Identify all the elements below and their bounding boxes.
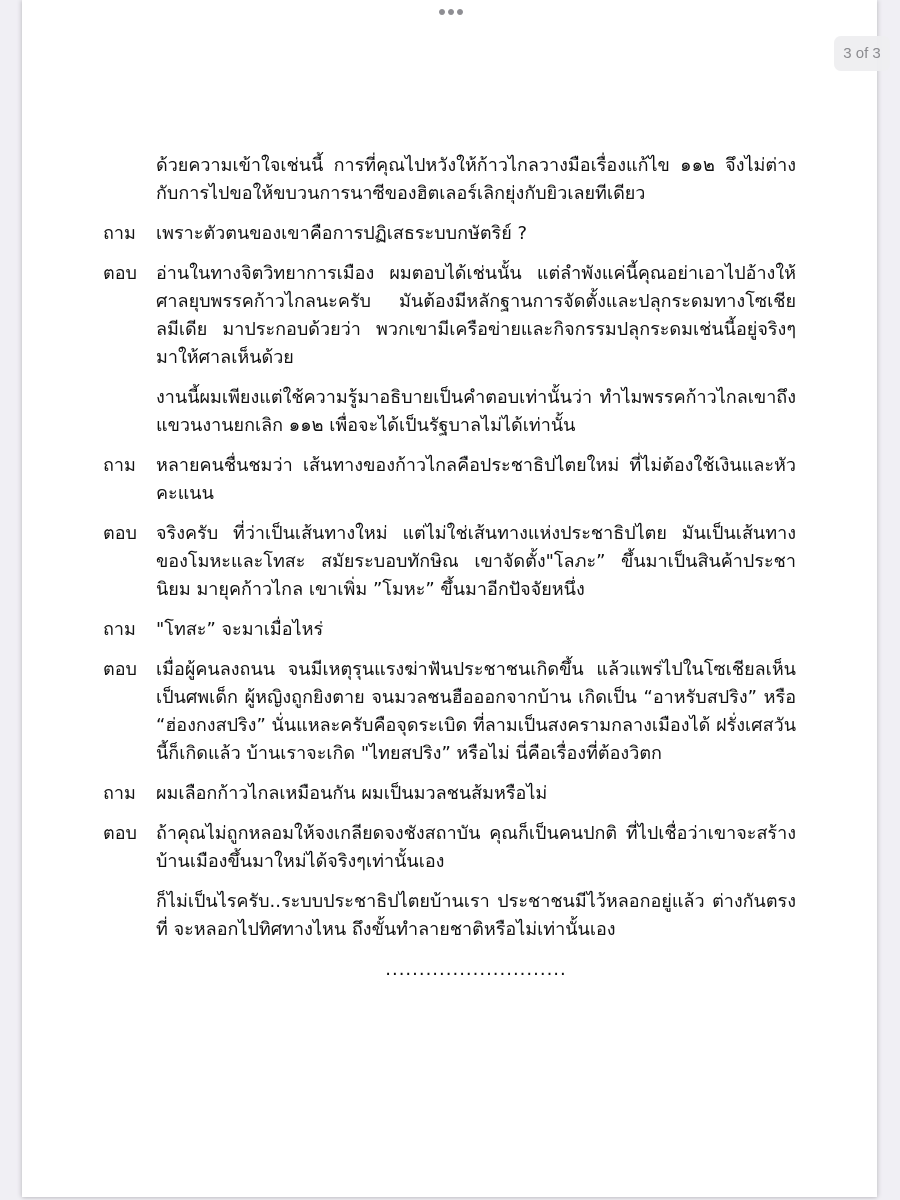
question-text: หลายคนชื่นชมว่า เส้นทางของก้าวไกลคือประชาธิปไตยใหม่ ที่ไม่ต้องใช้เงินและหัวคะแนน [156, 455, 796, 504]
answer-text: อ่านในทางจิตวิทยาการเมือง ผมตอบได้เช่นนั้น แต่ลำพังแค่นี้คุณอย่าเอาไปอ้างให้ศาลยุบพรรคก้าวไกลนะครับ มันต้องมีหลักฐานการจัดตั้งและปลุกระดมทางโซเชียลมีเดีย มาประกอบด้วยว่า พวกเขามีเครือข่ายและกิจกรรมปลุกระดมเช่นนี้อยู่จริงๆ มาให้ศาลเห็นด้วย [156, 263, 796, 368]
document-content [103, 152, 796, 984]
more-options-icon[interactable] [436, 7, 466, 17]
question-text: เพราะตัวตนของเขาคือการปฏิเสธระบบกษัตริย์ ? [156, 223, 528, 244]
question-text: "โทสะ” จะมาเมื่อไหร่ [156, 619, 324, 640]
paragraph-text: ด้วยความเข้าใจเช่นนี้ การที่คุณไปหวังให้ก้าวไกลวางมือเรื่องแก้ไข ๑๑๒ จึงไม่ต่างกับการไปขอให้ขบวนการนาซีของฮิตเลอร์เลิกยุ่งกับยิวเลยทีเดียว [156, 155, 796, 204]
answer-text: จริงครับ ที่ว่าเป็นเส้นทางใหม่ แต่ไม่ใช่เส้นทางแห่งประชาธิปไตย มันเป็นเส้นทางของโมหะและโทสะ สมัยระบอบทักษิณ เขาจัดตั้ง"โลภะ” ขึ้นมาเป็นสินค้าประชานิยม มายุคก้าวไกล เขาเพิ่ม ”โมหะ” ขึ้นมาอีกปัจจัยหนึ่ง [156, 523, 796, 600]
answer-text: เมื่อผู้คนลงถนน จนมีเหตุรุนแรงฆ่าฟันประชาชนเกิดขึ้น แล้วแพร่ไปในโซเชียลเห็นเป็นศพเด็ก ผู้หญิงถูกยิงตาย จนมวลชนฮือออกจากบ้าน เกิดเป็น “อาหรับสปริง” หรือ “ฮ่องกงสปริง” นั่นแหละครับคือจุดระเบิด ที่ลามเป็นสงครามกลางเมืองได้ ฝรั่งเศสวันนี้ก็เกิดแล้ว บ้านเราจะเกิด "ไทยสปริง” หรือไม่ นี่คือเรื่องที่ต้องวิตก [156, 659, 796, 764]
speaker-label: ตอบ [103, 823, 137, 844]
speaker-label [103, 384, 156, 440]
answer-block [103, 260, 796, 372]
answer-block [103, 656, 796, 768]
question-block [103, 452, 796, 508]
speaker-label: ตอบ [103, 523, 137, 544]
paragraph [103, 888, 796, 944]
answer-block [103, 520, 796, 604]
speaker-label: ตอบ [103, 659, 137, 680]
paragraph [103, 152, 796, 208]
question-block [103, 220, 796, 248]
dot [448, 9, 454, 15]
dot [439, 9, 445, 15]
answer-block [103, 820, 796, 876]
paragraph-text: ก็ไม่เป็นไรครับ..ระบบประชาธิปไตยบ้านเรา ประชาชนมีไว้หลอกอยู่แล้ว ต่างกันตรงที่ จะหลอกไปทิศทางไหน ถึงขั้นทำลายชาติหรือไม่เท่านั้นเอง [156, 891, 796, 940]
speaker-label: ถาม [103, 223, 136, 244]
question-text: ผมเลือกก้าวไกลเหมือนกัน ผมเป็นมวลชนส้มหรือไม่ [156, 783, 548, 804]
speaker-label: ตอบ [103, 263, 137, 284]
question-block [103, 616, 796, 644]
end-marker: ........................... [385, 959, 567, 980]
page-indicator: 3 of 3 [834, 36, 890, 71]
dot [457, 9, 463, 15]
question-block [103, 780, 796, 808]
speaker-label: ถาม [103, 619, 136, 640]
paragraph [103, 384, 796, 440]
speaker-label: ถาม [103, 455, 136, 476]
answer-text: ถ้าคุณไม่ถูกหลอมให้จงเกลียดจงชังสถาบัน คุณก็เป็นคนปกติ ที่ไปเชื่อว่าเขาจะสร้างบ้านเมืองขึ้นมาใหม่ได้จริงๆเท่านั้นเอง [156, 823, 796, 872]
speaker-label [103, 888, 156, 944]
paragraph-text: งานนี้ผมเพียงแต่ใช้ความรู้มาอธิบายเป็นคำตอบเท่านั้นว่า ทำไมพรรคก้าวไกลเขาถึงแขวนงานยกเลิก ๑๑๒ เพื่อจะได้เป็นรัฐบาลไม่ได้เท่านั้น [156, 387, 796, 436]
speaker-label [103, 152, 156, 208]
speaker-label: ถาม [103, 783, 136, 804]
